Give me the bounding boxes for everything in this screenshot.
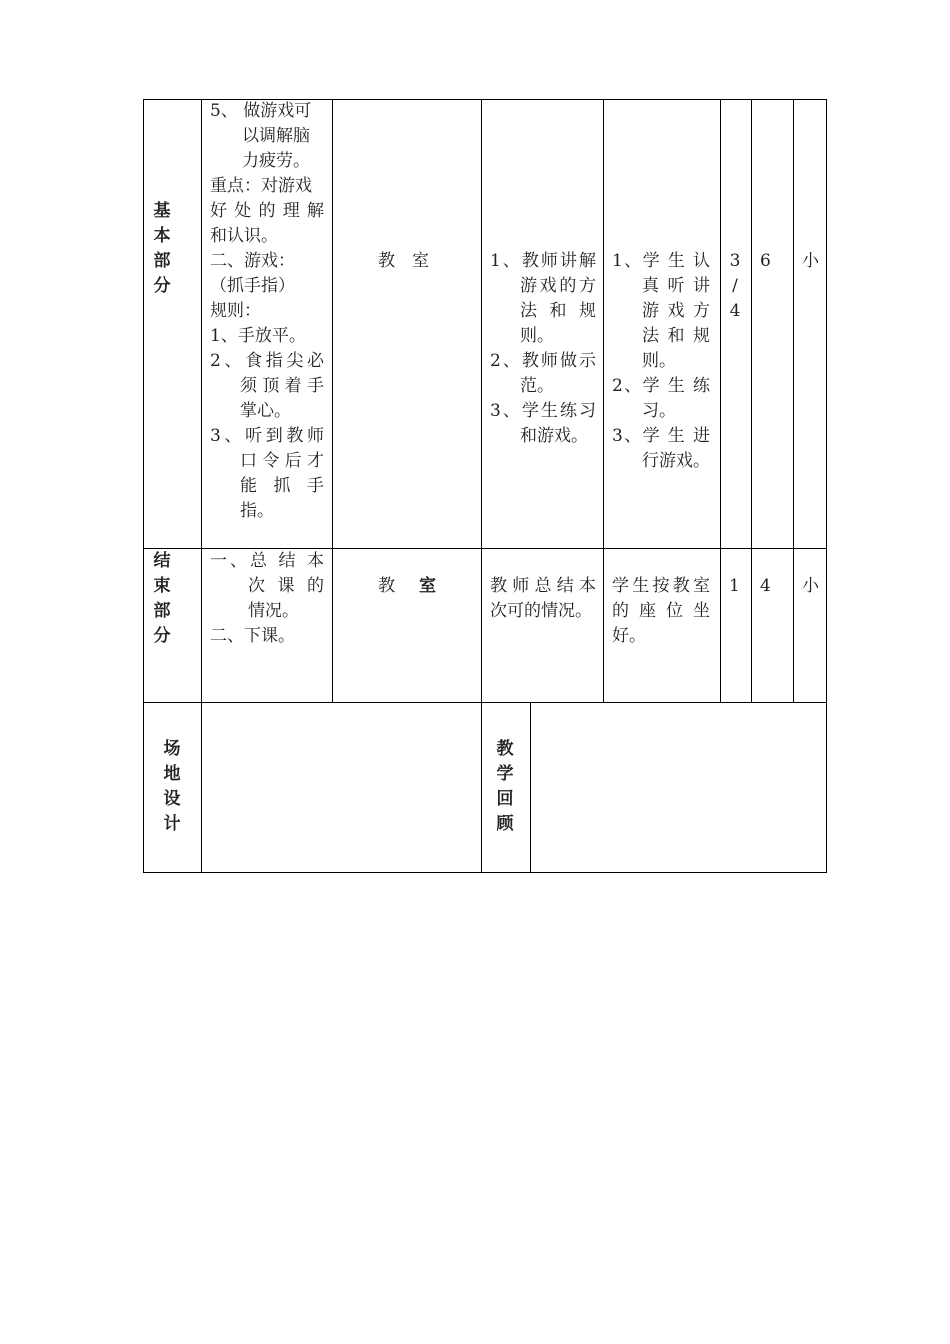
- col-divider-8: [793, 99, 794, 703]
- table-border-bottom: [143, 872, 827, 873]
- section-label-end: 结 束 部 分: [153, 551, 171, 646]
- end-count: 1: [729, 576, 740, 596]
- basic-content: 5、 做游戏可 以调解脑 力疲劳。 重点：对游戏 好处的理解 和认识。 二、游戏： （抓手指） 规则： 1、手放平。 2、食指尖必 须顶着手 掌心。 3、听到教师 口令后才 能 抓 手 指。: [210, 101, 324, 521]
- table-border-left: [143, 99, 144, 873]
- site-design-area: [202, 703, 481, 872]
- end-venue: 教 室: [378, 576, 436, 596]
- col-divider-2: [332, 99, 333, 703]
- table-border-right: [826, 99, 827, 873]
- basic-intensity: 小: [802, 251, 819, 271]
- basic-student-activity: 1、学 生 认 真 听 讲 游戏方 法和规 则。 2、学 生 练 习。 3、学 生 进 行游戏。: [612, 251, 710, 471]
- teaching-review-area: [531, 703, 826, 872]
- basic-minutes: 6: [760, 251, 771, 271]
- end-teacher-activity: 教师总结本 次可的情况。: [490, 576, 596, 621]
- col-divider-7: [751, 99, 752, 703]
- col-divider-3: [481, 99, 482, 873]
- col-divider-6: [720, 99, 721, 703]
- section-label-basic: 基 本 部 分: [153, 201, 171, 296]
- col-divider-5: [603, 99, 604, 703]
- site-design-label: 场 地 设 计: [163, 739, 181, 834]
- end-minutes: 4: [760, 576, 771, 596]
- basic-venue: 教 室: [378, 251, 429, 271]
- end-content: 一、总 结 本 次 课 的 情况。 二、下课。: [210, 551, 324, 646]
- teaching-review-label: 教 学 回 顾: [496, 739, 514, 834]
- basic-teacher-activity: 1、教师讲解 游戏的方 法 和 规 则。 2、教师做示 范。 3、学生练习 和游戏。: [490, 251, 596, 446]
- basic-count: 3 / 4: [729, 251, 741, 321]
- end-student-activity: 学生按教室 的 座 位 坐 好。: [612, 576, 710, 646]
- end-intensity: 小: [802, 576, 819, 596]
